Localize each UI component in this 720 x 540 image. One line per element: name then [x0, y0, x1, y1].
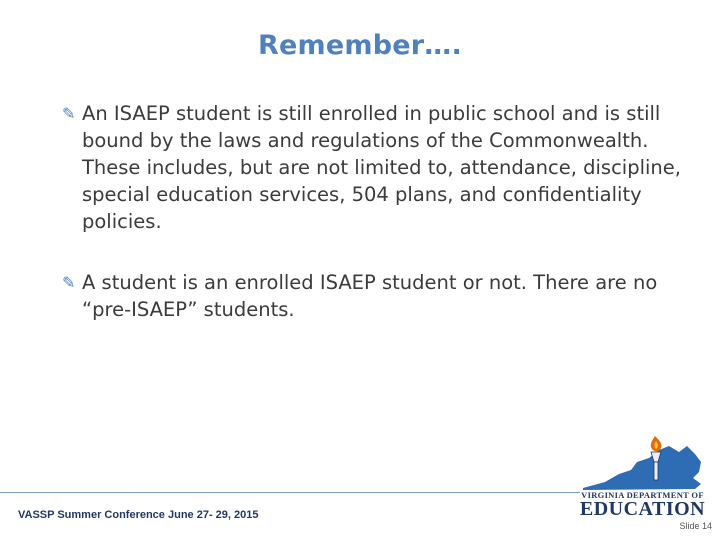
pencil-icon: ✎ — [62, 273, 76, 292]
logo-education-text: EDUCATION — [579, 498, 706, 520]
slide-title: Remember…. — [258, 30, 462, 61]
pencil-icon: ✎ — [62, 104, 76, 123]
bullet-list — [62, 100, 702, 323]
bullet-text: An ISAEP student is still enrolled in public school and is still bound by the laws and regulations of the Commonwealth. These includes, but are not limited to, attendance, discipline, special education services, 504 plans, and confidentiality policies. — [82, 102, 681, 233]
bullet-text: A student is an enrolled ISAEP student or not. There are no “pre-ISAEP” students. — [82, 271, 658, 321]
virginia-map-torch-icon — [575, 432, 710, 492]
bullet-item — [62, 100, 702, 235]
logo-department-text: VIRGINIA DEPARTMENT OF — [581, 490, 704, 500]
bullet-item — [62, 269, 702, 323]
footer-divider — [0, 492, 580, 493]
vdoe-logo — [575, 432, 710, 524]
footer-text: VASSP Summer Conference June 27- 29, 2015 — [18, 509, 259, 521]
slide-number: Slide 14 — [679, 521, 712, 531]
